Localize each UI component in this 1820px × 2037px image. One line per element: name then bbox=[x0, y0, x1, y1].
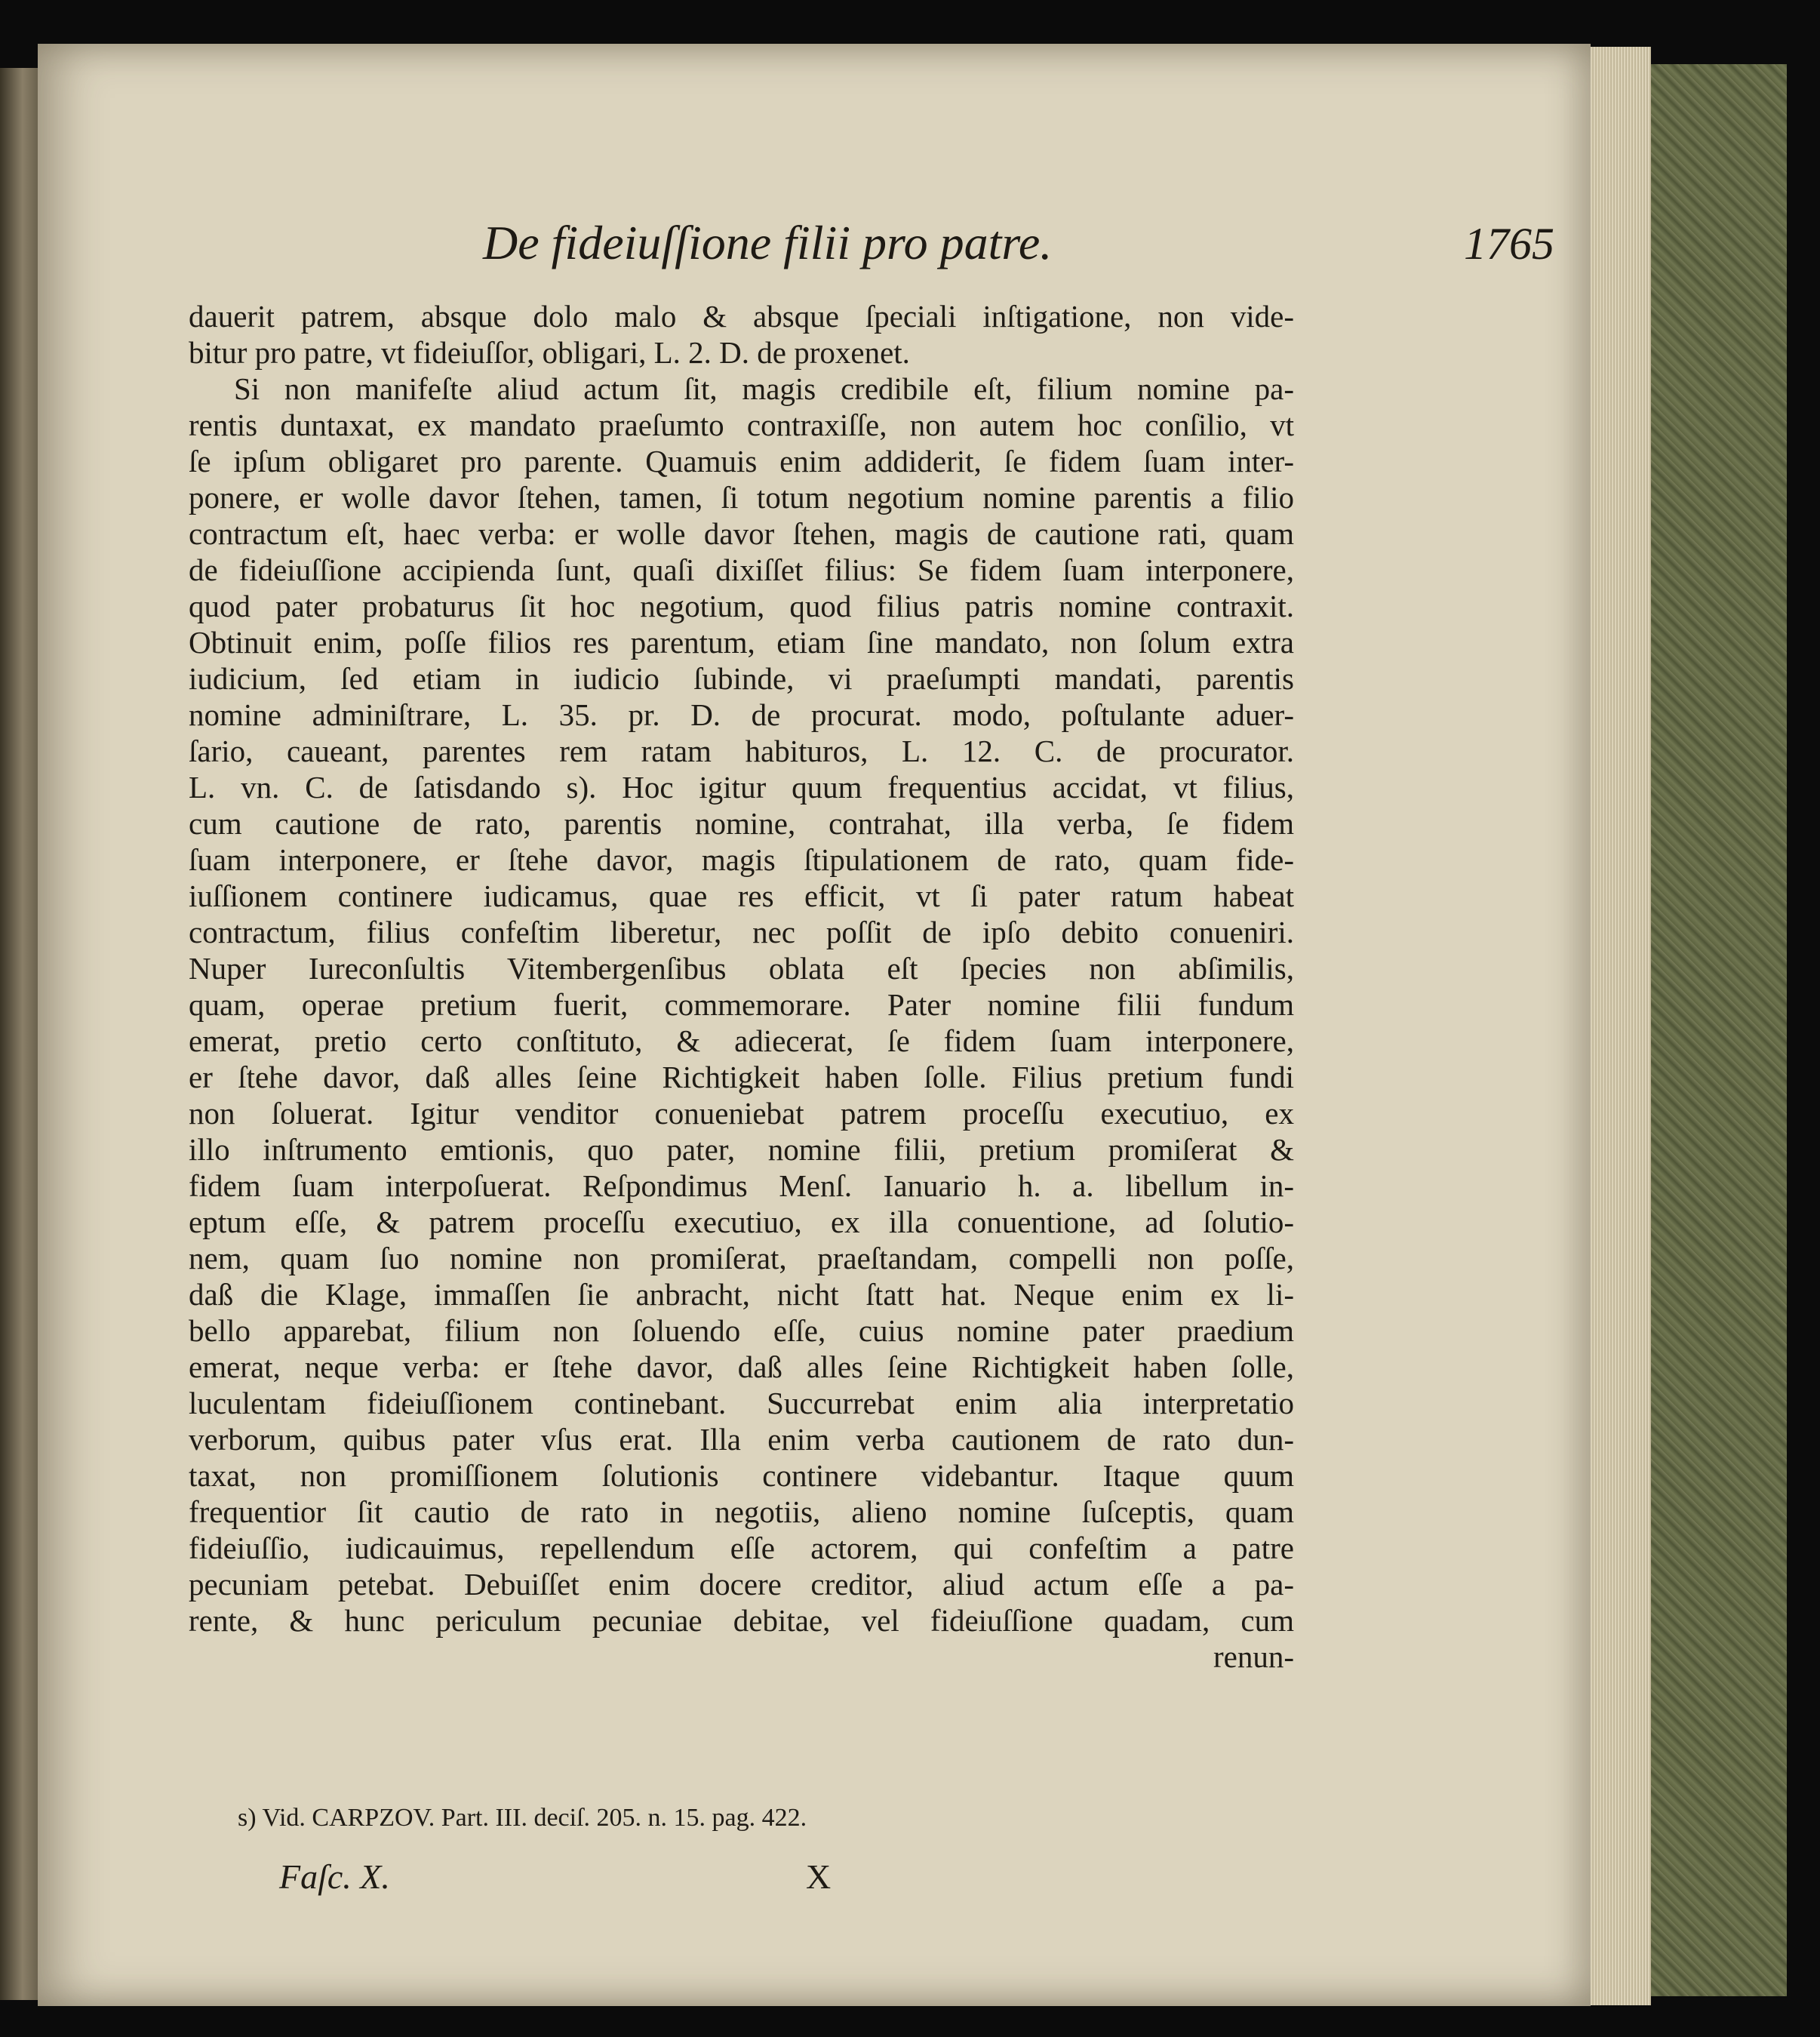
text-line: luculentam fideiuſſionem continebant. Succurrebat enim alia interpretatio bbox=[189, 1386, 1294, 1420]
text-line: fidem ſuam interpoſuerat. Reſpondimus Menſ. Ianuario h. a. libellum in- bbox=[189, 1168, 1294, 1203]
text-line: ſuam interponere, er ſtehe davor, magis ſtipulationem de rato, quam fide- bbox=[189, 842, 1294, 877]
text-line: emerat, pretio certo conſtituto, & adiecerat, ſe fidem ſuam interponere, bbox=[189, 1023, 1294, 1058]
text-line: de fideiuſſione accipienda ſunt, quaſi dixiſſet filius: Se fidem ſuam interponere, bbox=[189, 552, 1294, 587]
text-line: emerat, neque verba: er ſtehe davor, daß alles ſeine Richtigkeit haben ſolle, bbox=[189, 1349, 1294, 1384]
text-line: dauerit patrem, absque dolo malo & absque ſpeciali inſtigatione, non vide- bbox=[189, 299, 1294, 334]
text-line: Si non manifeſte aliud actum ſit, magis credibile eſt, filium nomine pa- bbox=[234, 371, 1294, 406]
sheet-signature: X bbox=[806, 1857, 832, 1896]
page-header bbox=[226, 215, 1554, 283]
running-title: De fideiuſſione filii pro patre. bbox=[483, 216, 1053, 269]
text-line: cum cautione de rato, parentis nomine, contrahat, illa verba, ſe fidem bbox=[189, 806, 1294, 841]
text-line: L. vn. C. de ſatisdando s). Hoc igitur quum frequentius accidat, vt filius, bbox=[189, 770, 1294, 805]
text-line: Nuper Iureconſultis Vitembergenſibus oblata eſt ſpecies non abſimilis, bbox=[189, 951, 1294, 986]
text-line: illo inſtrumento emtionis, quo pater, nomine filii, pretium promiſerat & bbox=[189, 1132, 1294, 1167]
text-line: Obtinuit enim, poſſe filios res parentum, etiam ſine mandato, non ſolum extra bbox=[189, 625, 1294, 660]
text-line: ſe ipſum obligaret pro parente. Quamuis enim addiderit, ſe fidem ſuam inter- bbox=[189, 444, 1294, 478]
text-line: iuſſionem continere iudicamus, quae res efficit, vt ſi pater ratum habeat bbox=[189, 878, 1294, 913]
text-line: eptum eſſe, & patrem proceſſu executiuo, ex illa conuentione, ad ſolutio- bbox=[189, 1205, 1294, 1239]
text-line: pecuniam petebat. Debuiſſet enim docere creditor, aliud actum eſſe a pa- bbox=[189, 1567, 1294, 1602]
text-line: daß die Klage, immaſſen ſie anbracht, nicht ſtatt hat. Neque enim ex li- bbox=[189, 1277, 1294, 1312]
text-line: quod pater probaturus ſit hoc negotium, quod filius patris nomine contraxit. bbox=[189, 589, 1294, 623]
text-line: iudicium, ſed etiam in iudicio ſubinde, vi praeſumpti mandati, parentis bbox=[189, 661, 1294, 696]
text-line: bello apparebat, filium non ſoluendo eſſe, cuius nomine pater praedium bbox=[189, 1313, 1294, 1348]
text-line: contractum eſt, haec verba: er wolle davor ſtehen, magis de cautione rati, quam bbox=[189, 516, 1294, 551]
text-line: nomine adminiſtrare, L. 35. pr. D. de procurat. modo, poſtulante aduer- bbox=[189, 697, 1294, 732]
text-line: rentis duntaxat, ex mandato praeſumto contraxiſſe, non autem hoc conſilio, vt bbox=[189, 408, 1294, 442]
body-text bbox=[189, 298, 1294, 1675]
left-page-edge bbox=[0, 68, 38, 2000]
fascicle-mark: Faſc. X. bbox=[279, 1857, 390, 1896]
text-line: ponere, er wolle davor ſtehen, tamen, ſi totum negotium nomine parentis a filio bbox=[189, 480, 1294, 515]
text-line: fideiuſſio, iudicauimus, repellendum eſſe actorem, qui confeſtim a patre bbox=[189, 1531, 1294, 1565]
text-line: frequentior ſit cautio de rato in negotiis, alieno nomine ſuſceptis, quam bbox=[189, 1494, 1294, 1529]
page-number: 1765 bbox=[1464, 219, 1554, 269]
text-line: renun- bbox=[1213, 1639, 1294, 1674]
text-line: quam, operae pretium fuerit, commemorare. Pater nomine filii fundum bbox=[189, 987, 1294, 1022]
text-line: bitur pro patre, vt fideiuſſor, obligari, L. 2. D. de proxenet. bbox=[189, 335, 910, 370]
book-cover bbox=[1651, 64, 1787, 1996]
text-line: contractum, filius confeſtim liberetur, nec poſſit de ipſo debito conueniri. bbox=[189, 915, 1294, 949]
page-block-edge bbox=[1591, 47, 1651, 2005]
text-line: taxat, non promiſſionem ſolutionis continere videbantur. Itaque quum bbox=[189, 1458, 1294, 1493]
text-line: verborum, quibus pater vſus erat. Illa enim verba cautionem de rato dun- bbox=[189, 1422, 1294, 1457]
text-line: er ſtehe davor, daß alles ſeine Richtigkeit haben ſolle. Filius pretium fundi bbox=[189, 1060, 1294, 1094]
text-line: rente, & hunc periculum pecuniae debitae, vel fideiuſſione quadam, cum bbox=[189, 1603, 1294, 1638]
text-line: ſario, caueant, parentes rem ratam habituros, L. 12. C. de procurator. bbox=[189, 734, 1294, 768]
text-line: non ſoluerat. Igitur venditor conueniebat patrem proceſſu executiuo, ex bbox=[189, 1096, 1294, 1131]
footnote: s) Vid. CARPZOV. Part. III. deciſ. 205. n. 15. pag. 422. bbox=[238, 1804, 807, 1832]
text-line: nem, quam ſuo nomine non promiſerat, praeſtandam, compelli non poſſe, bbox=[189, 1241, 1294, 1275]
